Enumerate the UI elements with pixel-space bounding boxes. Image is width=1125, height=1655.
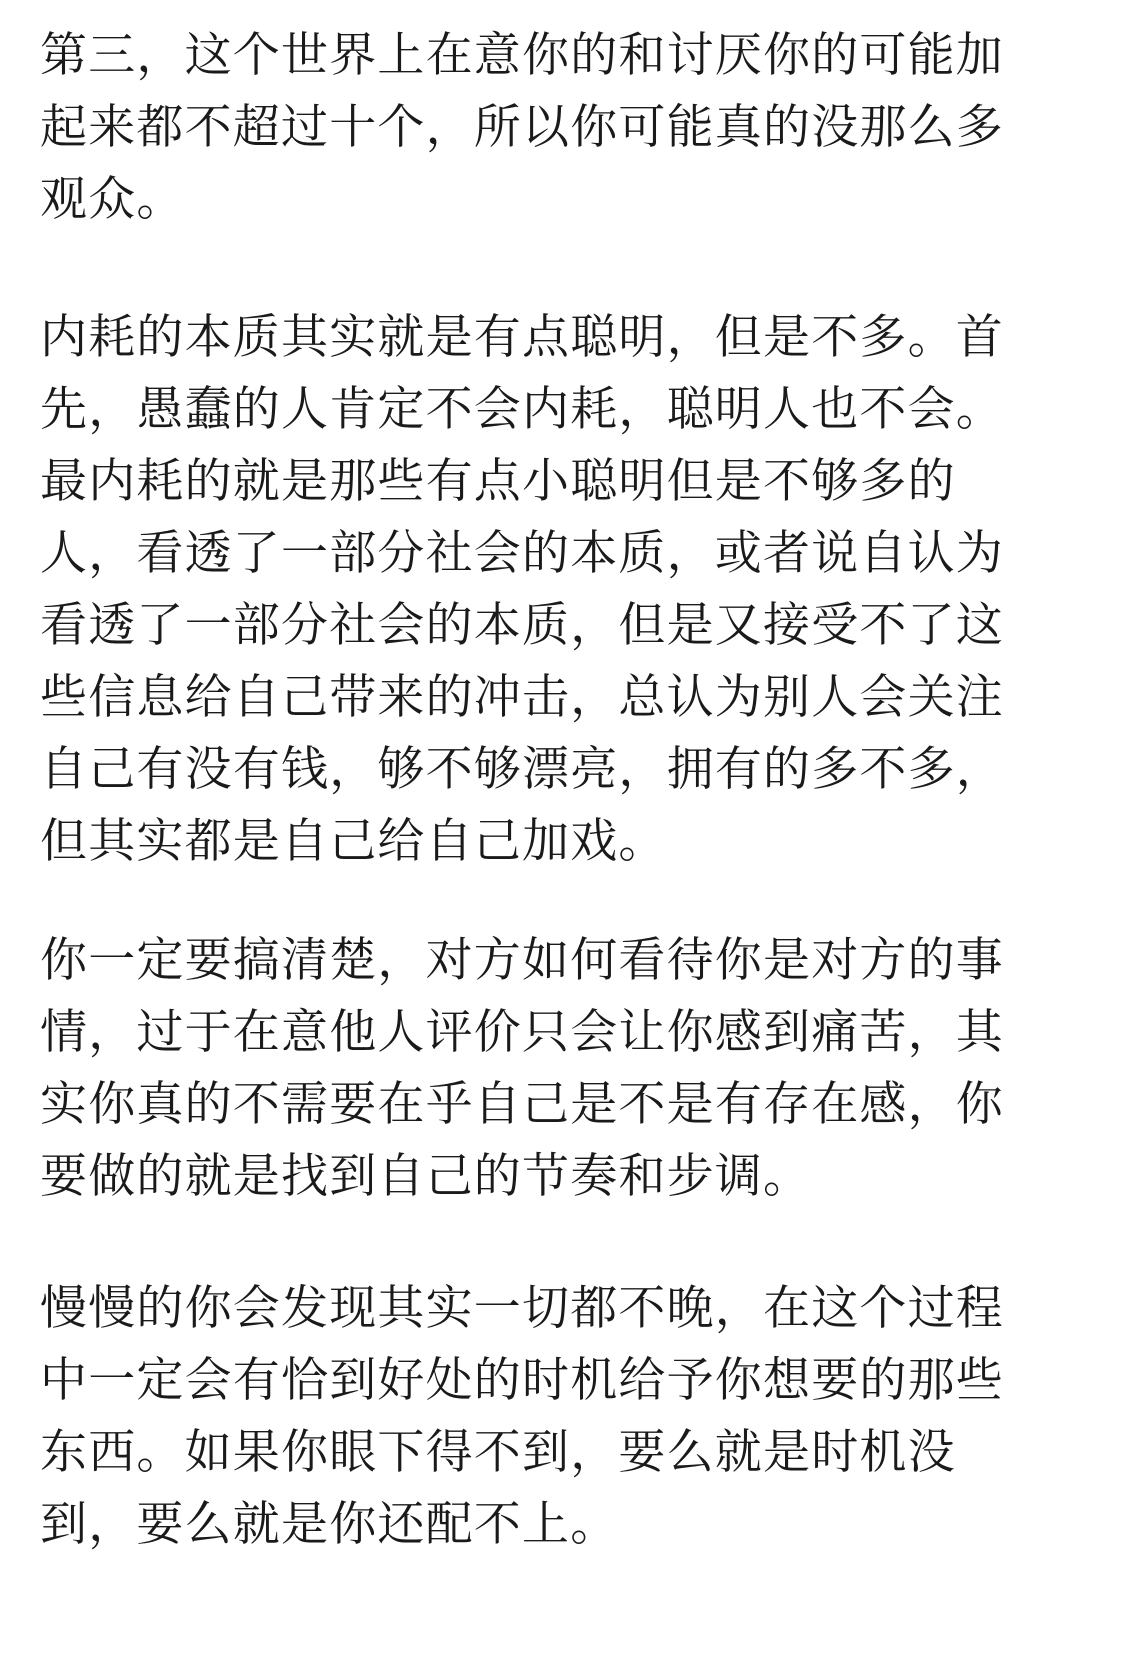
text-line: 人，看透了一部分社会的本质，或者说自认为	[40, 526, 1004, 581]
text-line: 到，要么就是你还配不上。	[40, 1497, 619, 1552]
paragraph-2	[40, 302, 1040, 878]
text-line: 但其实都是自己给自己加戏。	[40, 814, 667, 869]
text-line: 些信息给自己带来的冲击，总认为别人会关注	[40, 670, 1004, 725]
text-line: 慢慢的你会发现其实一切都不晚，在这个过程	[40, 1281, 1004, 1336]
text-line: 起来都不超过十个，所以你可能真的没那么多	[40, 100, 1004, 155]
text-line: 东西。如果你眼下得不到，要么就是时机没	[40, 1425, 956, 1480]
text-line: 最内耗的就是那些有点小聪明但是不够多的	[40, 454, 956, 509]
text-line: 情，过于在意他人评价只会让你感到痛苦，其	[40, 1005, 1004, 1060]
text-line: 先，愚蠢的人肯定不会内耗，聪明人也不会。	[40, 382, 1004, 437]
text-line: 第三，这个世界上在意你的和讨厌你的可能加	[40, 28, 1004, 83]
text-line: 你一定要搞清楚，对方如何看待你是对方的事	[40, 933, 1004, 988]
text-line: 观众。	[40, 172, 185, 227]
paragraph-4	[40, 1273, 1040, 1561]
text-line: 要做的就是找到自己的节奏和步调。	[40, 1149, 812, 1204]
paragraph-3	[40, 925, 1040, 1213]
text-line: 中一定会有恰到好处的时机给予你想要的那些	[40, 1353, 1004, 1408]
text-line: 自己有没有钱，够不够漂亮，拥有的多不多，	[40, 742, 1004, 797]
text-line: 看透了一部分社会的本质，但是又接受不了这	[40, 598, 1004, 653]
text-line: 内耗的本质其实就是有点聪明，但是不多。首	[40, 310, 1004, 365]
paragraph-1	[40, 20, 1040, 236]
text-line: 实你真的不需要在乎自己是不是有存在感，你	[40, 1077, 1004, 1132]
